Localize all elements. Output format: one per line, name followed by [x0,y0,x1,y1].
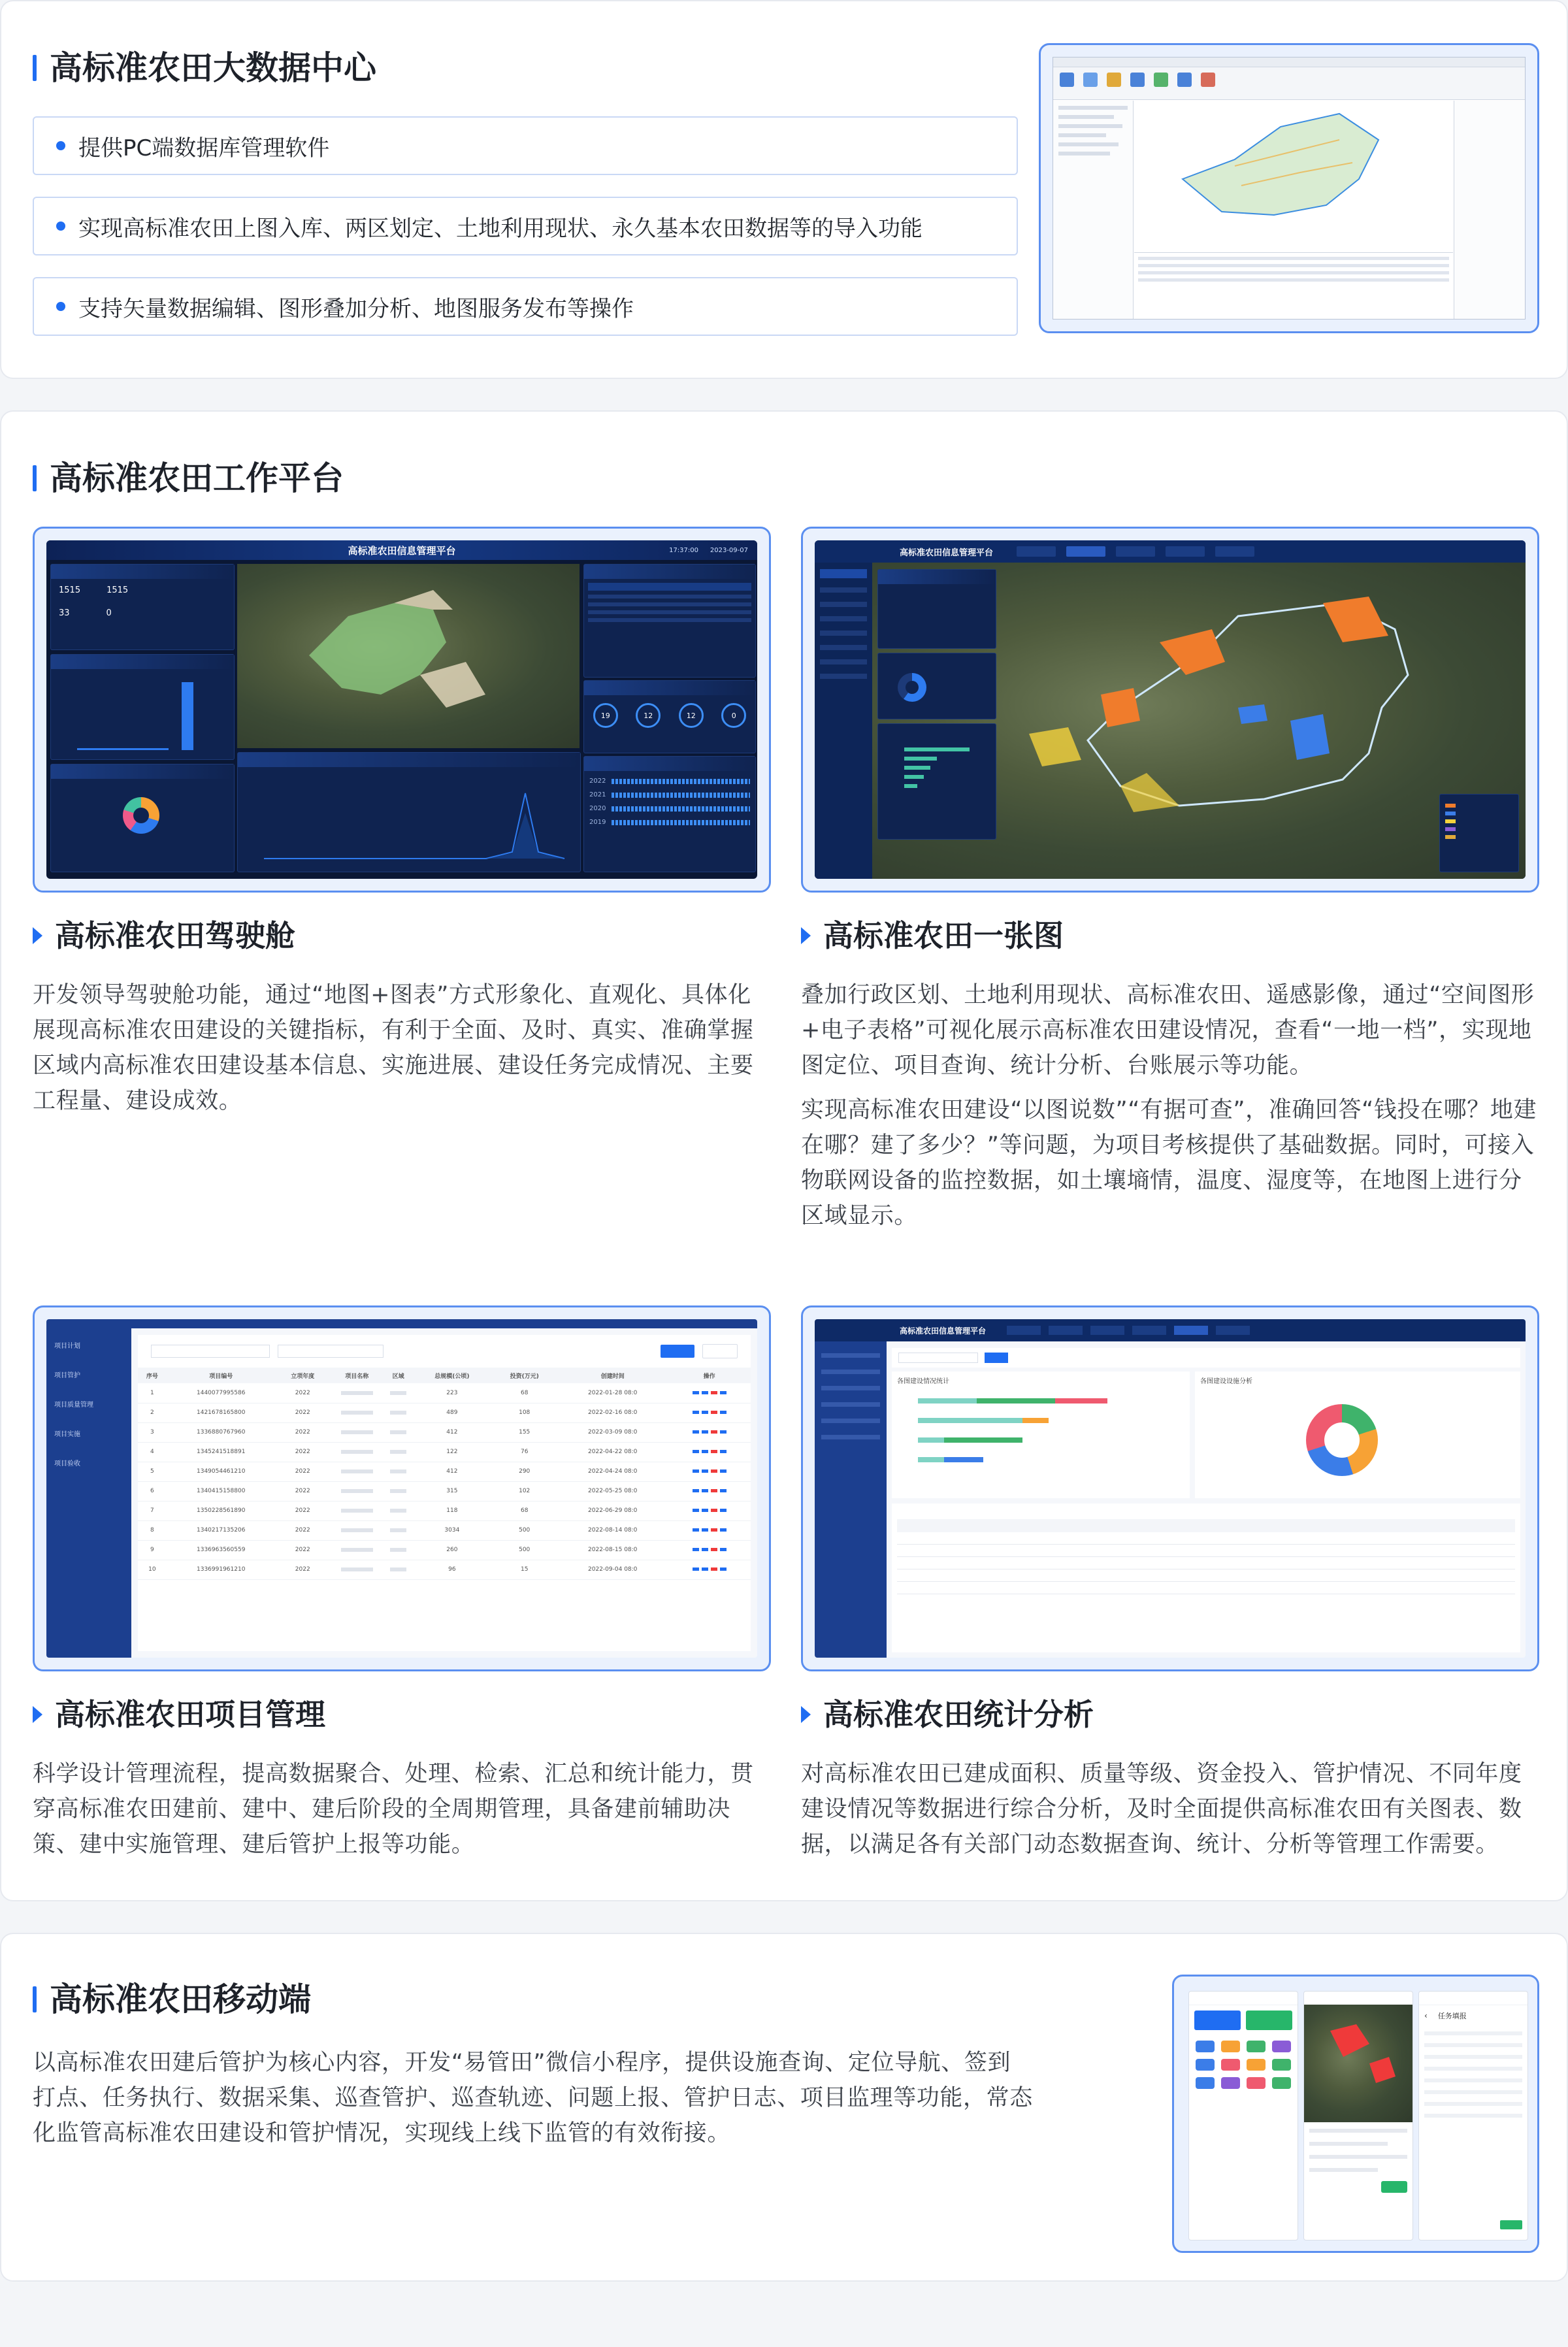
stat-value: 0 [106,608,112,618]
app-grid-icon[interactable] [1272,2041,1291,2052]
stats-sidebar [815,1341,887,1658]
attribute-table [1134,252,1453,319]
onemap-bar-panel [877,723,996,840]
row-action-link[interactable] [720,1567,727,1571]
table-cell: 2022 [295,1468,310,1475]
table-cell: 155 [519,1429,531,1436]
nav-tab[interactable] [1216,1326,1250,1335]
row-action-link[interactable] [702,1430,708,1434]
row-action-link[interactable] [711,1548,717,1551]
app-grid-icon[interactable] [1272,2059,1291,2071]
table-cell: 1349054461210 [197,1468,246,1475]
table-cell: 7 [150,1507,154,1514]
feature-title: 高标准农田一张图 [801,917,1064,954]
row-actions [668,1481,751,1501]
table-cell: 68 [520,1507,529,1514]
table-row[interactable] [138,1520,751,1540]
mobile-app-screenshot [1172,1975,1539,2253]
nav-tab[interactable] [1174,1326,1208,1335]
table-cell: 1440077995586 [197,1389,246,1396]
map-canvas[interactable] [1134,101,1453,251]
project-mgmt-ui [46,1319,757,1658]
gauge-ring: 12 [679,703,704,728]
table-cell: 1336991961210 [197,1566,246,1573]
properties-panel [1454,101,1525,319]
area-chart [238,767,580,865]
row-action-link[interactable] [693,1548,699,1551]
table-cell: 2022 [295,1547,310,1553]
table-cell: 118 [446,1507,458,1514]
table-cell: 1345241518891 [197,1449,246,1455]
project-sidebar [46,1328,131,1658]
nav-tab[interactable] [1049,1326,1083,1335]
satellite-map[interactable] [237,564,580,748]
feature-description: 对高标准农田已建成面积、质量等级、资金投入、管护情况、不同年度建设情况等数据进行综合分析，及时全面提供高标准农田有关图表、数据，以满足各有关部门动态数据查询、统计、分析等管理工作需要。 [801,1761,1522,1858]
row-action-link[interactable] [702,1509,708,1512]
table-cell: 5 [150,1468,154,1475]
search-button[interactable] [661,1345,694,1358]
stats-table [892,1503,1520,1652]
gauge-ring: 19 [593,703,618,728]
feature-description: 开发领导驾驶舱功能，通过“地图+图表”方式形象化、直观化、具体化展现高标准农田建设的关键指标，有利于全面、及时、真实、准确掌握区域内高标准农田建设基本信息、实施进展、建设任务完成情况、主要工程量、建设成效。 [33,982,754,1114]
section-mobile [0,1933,1568,2282]
onemap-sidebar [815,563,872,879]
row-action-link[interactable] [720,1509,727,1512]
table-row[interactable] [138,1481,751,1501]
table-cell: 2022 [295,1389,310,1396]
chart-title: 各图建设情况统计 [897,1378,949,1385]
onemap-map[interactable] [872,563,1526,879]
table-row[interactable] [138,1442,751,1462]
tool-icon[interactable] [1107,73,1121,87]
stats-screenshot [801,1305,1539,1671]
table-row[interactable] [138,1422,751,1442]
gauge-ring: 0 [721,703,746,728]
feature-description: 叠加行政区划、土地利用现状、高标准农田、遥感影像，通过“空间图形+电子表格”可视化展示高标准农田建设情况，查看“一地一档”，实现地图定位、项目查询、统计分析、台账展示等功能。 实现高标准农田建设“以图说数”“有据可查”，准确回答“钱投在哪？地建在哪？建了多少？”等问题，为项目考核提供了基础数据。同时，可接入物联网设备的监控数据，如土壤墒情，温度、湿度等，在地图上进行分区域显示。 [801,982,1537,1229]
row-action-link[interactable] [711,1469,717,1473]
app-grid-icon[interactable] [1247,2059,1266,2071]
sidebar-item[interactable]: 项目计划 [54,1343,80,1350]
table-cell: 1336963560559 [197,1547,246,1553]
region-select[interactable] [898,1353,978,1363]
donut-chart [1306,1404,1378,1476]
table-cell: 2022-03-09 08:0 [588,1429,638,1436]
blurred-cell [330,1501,384,1520]
row-action-link[interactable] [720,1411,727,1414]
row-action-link[interactable] [711,1450,717,1453]
row-action-link[interactable] [702,1411,708,1414]
table-cell: 1340217135206 [197,1527,246,1534]
stat-panel [50,564,235,650]
blurred-cell [384,1383,413,1403]
mobile-map[interactable] [1304,2005,1413,2122]
section-data-center [0,0,1568,379]
stats-filter [892,1348,1520,1368]
table-cell: 2022 [295,1409,310,1416]
table-row[interactable] [138,1462,751,1481]
row-action-link[interactable] [693,1469,699,1473]
row-action-link[interactable] [693,1509,699,1512]
reset-button[interactable] [702,1344,738,1358]
table-cell: 489 [446,1409,458,1416]
map-legend [1439,794,1519,872]
project-table-panel [583,564,756,678]
tool-icon[interactable] [1130,73,1145,87]
feature-item: 支持矢量数据编辑、图形叠加分析、地图服务发布等操作 [33,277,1018,336]
farmland-overlay [237,564,580,748]
row-action-link[interactable] [693,1450,699,1453]
blurred-cell [330,1560,384,1579]
table-cell: 290 [519,1468,531,1475]
table-cell: 2022-06-29 08:0 [588,1507,638,1514]
row-action-link[interactable] [720,1489,727,1492]
row-action-link[interactable] [693,1411,699,1414]
row-action-link[interactable] [711,1391,717,1394]
table-cell: 223 [446,1389,458,1396]
onemap-header [815,540,1526,563]
table-cell: 2022-05-25 08:0 [588,1488,638,1494]
section-title: 高标准农田工作平台 [33,459,344,498]
row-action-link[interactable] [720,1548,727,1551]
row-actions [668,1383,751,1403]
dashboard-title: 高标准农田信息管理平台 [348,544,456,557]
blurred-cell [330,1442,384,1462]
onemap-donut-panel [877,653,996,719]
table-cell: 2022-09-04 08:0 [588,1566,638,1573]
ribbon-toolbar [1053,67,1525,100]
dashboard-header [46,540,757,560]
bar-mark [182,682,193,750]
row-action-link[interactable] [693,1567,699,1571]
table-cell: 2022 [295,1488,310,1494]
feature-description: 科学设计管理流程，提高数据聚合、处理、检索、汇总和统计能力，贯穿高标准农田建前、建中、建后阶段的全周期管理，具备建前辅助决策、建中实施管理、建后管护上报等功能。 [33,1761,754,1858]
quick-action-button[interactable] [1194,2011,1241,2030]
table-cell: 2022-08-14 08:0 [588,1527,638,1534]
stat-value: 1515 [59,585,81,595]
row-action-link[interactable] [711,1489,717,1492]
table-cell: 2022 [295,1429,310,1436]
blurred-cell [384,1481,413,1501]
table-cell: 8 [150,1527,154,1534]
table-cell: 3034 [444,1527,460,1534]
nav-tab[interactable] [1066,546,1105,557]
quick-action-button[interactable] [1246,2011,1292,2030]
feature-title: 高标准农田驾驶舱 [33,917,295,954]
feature-item: 实现高标准农田上图入库、两区划定、土地利用现状、永久基本农田数据等的导入功能 [33,197,1018,255]
row-action-link[interactable] [702,1469,708,1473]
dashboard-time: 17:37:00 [669,546,698,554]
table-cell: 1 [150,1389,154,1396]
table-cell: 2022-01-28 08:0 [588,1389,638,1396]
onemap-stat-panel [877,569,996,649]
app-grid-icon[interactable] [1196,2077,1215,2089]
row-action-link[interactable] [720,1391,727,1394]
year-select[interactable] [151,1345,270,1358]
table-cell: 500 [519,1547,531,1553]
bullet-dot-icon [56,222,65,231]
table-row[interactable] [138,1540,751,1560]
blurred-cell [384,1501,413,1520]
app-grid-icon[interactable] [1247,2077,1266,2089]
blurred-cell [330,1403,384,1422]
desktop-software-screenshot [1039,43,1539,333]
table-cell: 4 [150,1449,154,1455]
tool-icon[interactable] [1083,73,1098,87]
table-cell: 500 [519,1527,531,1534]
table-cell: 2022 [295,1507,310,1514]
app-grid-icon[interactable] [1196,2059,1215,2071]
stat-value: 1515 [106,585,129,595]
onemap-ui [815,540,1526,879]
table-cell: 3 [150,1429,154,1436]
table-cell: 1350228561890 [197,1507,246,1514]
table-cell: 108 [519,1409,531,1416]
blurred-cell [384,1520,413,1540]
sidebar-item[interactable]: 项目管护 [54,1372,80,1379]
cockpit-screenshot [33,527,771,893]
row-actions [668,1403,751,1422]
tool-icon[interactable] [1060,73,1074,87]
project-mgmt-screenshot [33,1305,771,1671]
blurred-cell [384,1442,413,1462]
row-action-link[interactable] [702,1489,708,1492]
row-action-link[interactable] [702,1391,708,1394]
row-action-link[interactable] [702,1567,708,1571]
bullet-dot-icon [56,302,65,311]
table-cell: 9 [150,1547,154,1553]
row-action-link[interactable] [711,1567,717,1571]
row-action-link[interactable] [693,1489,699,1492]
table-cell: 2 [150,1409,154,1416]
nav-tab[interactable] [1166,546,1205,557]
table-cell: 2022 [295,1449,310,1455]
table-row[interactable] [138,1501,751,1520]
table-cell: 315 [446,1488,458,1494]
table-cell: 2022 [295,1527,310,1534]
parcel-map [1134,101,1453,251]
row-action-link[interactable] [702,1528,708,1532]
row-actions [668,1540,751,1560]
table-cell: 412 [446,1468,458,1475]
project-content [138,1335,751,1651]
app-grid-icon[interactable] [1221,2077,1240,2089]
row-action-link[interactable] [720,1450,727,1453]
project-table: 序号 项目编号 立项年度 项目名称 区域 总规模(公顷) 投资(万元) 创建时间 操作 1 1440077995586 2022 223 68 2022-01-28 08:0 2 1421678165800 2022 489 108 2022-02-16 08:0 3 1336880767960 2022 412 155 2022-03-09 08:0 4 1345241518891 2022 122 76 2022-04-22 08:0 5 1349054461210 2022 412 290 2022-04-24 08:0 6 1340415158800 2022 315 102 2022-05-25 08:0 7 1350228561890 2022 118 68 2022-06-29 08:0 8 1340217135206 2022 3034 500 2022-08-14 08:0 9 1336963560559 2022 260 500 2022-08-15 08:0 10 1336991961210 2022 96 15 2022-09-04 08:0 [138,1368,751,1580]
feature-title: 高标准农田项目管理 [33,1696,325,1733]
bar-mark [77,748,169,750]
tool-icon[interactable] [1154,73,1168,87]
table-cell: 1421678165800 [197,1409,246,1416]
gauge-ring: 12 [636,703,661,728]
onemap-title: 高标准农田信息管理平台 [900,548,994,558]
sidebar-item[interactable]: 项目质量管理 [54,1402,93,1409]
table-cell: 68 [520,1389,529,1396]
blurred-cell [330,1383,384,1403]
table-cell: 96 [448,1566,456,1573]
row-action-link[interactable] [702,1548,708,1551]
dashboard-date: 2023-09-07 [710,546,748,554]
row-action-link[interactable] [693,1391,699,1394]
table-cell: 412 [446,1429,458,1436]
table-cell: 6 [150,1488,154,1494]
section-title: 高标准农田移动端 [33,1980,311,2019]
row-action-link[interactable] [711,1528,717,1532]
row-actions [668,1520,751,1540]
table-cell: 2022 [295,1566,310,1573]
table-row[interactable] [138,1560,751,1579]
blurred-cell [384,1462,413,1481]
row-action-link[interactable] [711,1509,717,1512]
table-cell: 122 [446,1449,458,1455]
donut-chart-panel [50,764,235,872]
gauge-panel [583,680,756,753]
phone-screen-form [1418,1991,1528,2240]
row-action-link[interactable] [720,1430,727,1434]
section-work-platform [0,410,1568,1901]
phone-screen-home [1188,1991,1298,2240]
table-cell: 2022-02-16 08:0 [588,1409,638,1416]
table-cell: 15 [520,1566,529,1573]
cockpit-dashboard [46,540,757,879]
table-cell: 1336880767960 [197,1429,246,1436]
table-cell: 2022-04-22 08:0 [588,1449,638,1455]
row-action-link[interactable] [702,1450,708,1453]
row-actions [668,1560,751,1579]
section-description: 以高标准农田建后管护为核心内容，开发“易管田”微信小程序，提供设施查询、定位导航、签到打点、任务执行、数据采集、巡查管护、巡查轨迹、问题上报、管护日志、项目监理等功能，常态化监管高标准农田建设和管护情况，实现线上线下监管的有效衔接。 [33,2050,1033,2146]
app-grid-icon[interactable] [1247,2041,1266,2052]
app-topbar [46,1319,757,1328]
sidebar-item[interactable]: 项目验收 [54,1460,80,1468]
app-grid-icon[interactable] [1272,2077,1291,2089]
blurred-cell [330,1520,384,1540]
table-cell: 76 [520,1449,529,1455]
window-titlebar [1053,57,1525,67]
blurred-cell [384,1540,413,1560]
blurred-cell [330,1481,384,1501]
row-action-link[interactable] [711,1430,717,1434]
section-title: 高标准农田大数据中心 [33,48,376,88]
blurred-cell [330,1540,384,1560]
navigate-button[interactable] [1381,2181,1407,2193]
app-grid-icon[interactable] [1196,2041,1215,2052]
bullet-dot-icon [56,141,65,150]
area-chart-panel [237,752,581,872]
donut-chart-card [1195,1371,1520,1498]
back-icon[interactable]: ‹ [1424,2011,1428,2020]
stats-app-title: 高标准农田信息管理平台 [900,1326,987,1336]
table-row[interactable] [138,1403,751,1422]
query-button[interactable] [985,1353,1008,1363]
stats-ui [815,1319,1526,1658]
row-action-link[interactable] [693,1528,699,1532]
nav-tab[interactable] [1132,1326,1166,1335]
table-row[interactable] [138,1383,751,1403]
donut-chart [123,797,159,834]
submit-button[interactable] [1500,2220,1522,2229]
filter-bar [138,1335,751,1368]
app-grid-icon[interactable] [1221,2041,1240,2052]
blurred-cell [384,1422,413,1442]
row-actions [668,1422,751,1442]
row-action-link[interactable] [720,1469,727,1473]
nav-tab[interactable] [1007,1326,1041,1335]
table-cell: 1340415158800 [197,1488,246,1494]
sidebar-item[interactable]: 项目实施 [54,1431,80,1438]
row-actions [668,1501,751,1520]
row-action-link[interactable] [720,1528,727,1532]
form-title: 任务填报 [1437,2012,1467,2020]
chart-title: 各图建设设施分析 [1200,1378,1252,1385]
blurred-cell [330,1422,384,1442]
table-cell: 2022-08-15 08:0 [588,1547,638,1553]
row-actions [668,1462,751,1481]
tool-icon[interactable] [1201,73,1215,87]
row-action-link[interactable] [693,1430,699,1434]
blurred-cell [330,1462,384,1481]
feature-title: 高标准农田统计分析 [801,1696,1094,1733]
onemap-screenshot [801,527,1539,893]
bar-chart-panel [50,654,235,760]
phone-screen-map [1303,1991,1413,2240]
stats-header [815,1319,1526,1341]
table-cell: 260 [446,1547,458,1553]
app-grid-icon[interactable] [1221,2059,1240,2071]
nav-tab[interactable] [1116,546,1155,557]
table-cell: 10 [148,1566,156,1573]
table-cell: 2022-04-24 08:0 [588,1468,638,1475]
feature-item: 提供PC端数据库管理软件 [33,116,1018,175]
tool-icon[interactable] [1177,73,1192,87]
year-progress-panel: 2022 2021 2020 2019 [583,756,756,872]
name-input[interactable] [278,1345,384,1358]
stat-value: 33 [59,608,70,618]
table-cell: 102 [519,1488,531,1494]
nav-tab[interactable] [1017,546,1056,557]
nav-tab[interactable] [1215,546,1254,557]
nav-tab[interactable] [1090,1326,1124,1335]
row-actions [668,1442,751,1462]
blurred-cell [384,1403,413,1422]
desktop-window [1053,57,1526,320]
row-action-link[interactable] [711,1411,717,1414]
bar-chart-card [892,1371,1190,1498]
blurred-cell [384,1560,413,1579]
layer-tree-panel [1053,101,1134,319]
